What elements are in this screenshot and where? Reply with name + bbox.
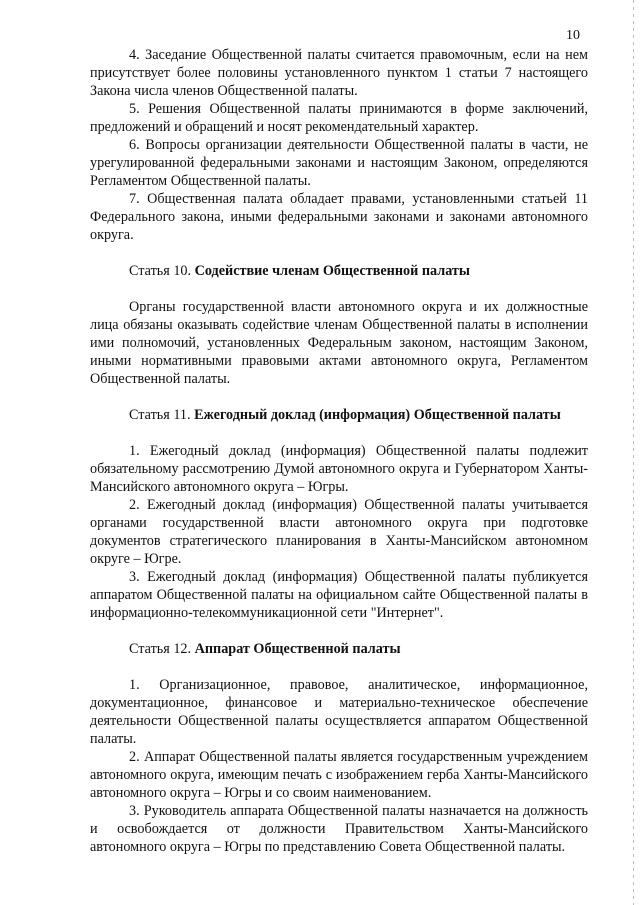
- article-10-heading: [90, 262, 588, 280]
- article-11-heading: [90, 406, 588, 424]
- paragraph-9-7: 7. Общественная палата обладает правами, установленными статьей 11 Федерального закона, иными федеральными законами и законами автономного округа.: [90, 191, 588, 243]
- paragraph-12-1: 1. Организационное, правовое, аналитическое, информационное, документационное, финансовое и материально-техническое обеспечение деятельности Общественной палаты осуществляется аппаратом Общественной палаты.: [90, 677, 588, 747]
- paragraph-11-3: 3. Ежегодный доклад (информация) Общественной палаты публикуется аппаратом Общественной палаты на официальном сайте Общественной палаты в информационно-телекоммуникационной сети "Интернет".: [90, 569, 588, 621]
- article-11-title: Ежегодный доклад (информация) Общественной палаты: [194, 407, 561, 423]
- paragraph-9-4: 4. Заседание Общественной палаты считается правомочным, если на нем присутствует более половины установленного пунктом 1 статьи 7 настоящего Закона числа членов Общественной палаты.: [90, 47, 588, 99]
- article-10-prefix: Статья 10.: [129, 263, 192, 279]
- article-11-prefix: Статья 11.: [129, 407, 191, 423]
- paragraph-9-6: 6. Вопросы организации деятельности Общественной палаты в части, не урегулированной федеральными законами и настоящим Законом, определяются Регламентом Общественной палаты.: [90, 137, 588, 189]
- paragraph-11-2: 2. Ежегодный доклад (информация) Общественной палаты учитывается органами государственной власти автономного округа при подготовке документов стратегического планирования в Ханты-Мансийском автономном округе – Югре.: [90, 497, 588, 567]
- paragraph-9-5: 5. Решения Общественной палаты принимаются в форме заключений, предложений и обращений и носят рекомендательный характер.: [90, 101, 588, 135]
- article-12-title: Аппарат Общественной палаты: [194, 641, 401, 657]
- page-number: 10: [566, 28, 580, 43]
- scan-edge-line: [633, 0, 634, 905]
- paragraph-11-1: 1. Ежегодный доклад (информация) Общественной палаты подлежит обязательному рассмотрению Думой автономного округа и Губернатором Ханты-Мансийского автономного округа – Югры.: [90, 443, 588, 495]
- article-10-title: Содействие членам Общественной палаты: [194, 263, 470, 279]
- document-body: [90, 46, 588, 856]
- article-12-heading: [90, 640, 588, 658]
- paragraph-12-2: 2. Аппарат Общественной палаты является государственным учреждением автономного округа, имеющим печать с изображением герба Ханты-Мансийского автономного округа – Югры и со своим наименованием.: [90, 749, 588, 801]
- paragraph-12-3: 3. Руководитель аппарата Общественной палаты назначается на должность и освобождается от должности Правительством Ханты-Мансийского автономного округа – Югры по представлению Совета Общественной палаты.: [90, 803, 588, 855]
- article-12-prefix: Статья 12.: [129, 641, 192, 657]
- paragraph-10-1: Органы государственной власти автономного округа и их должностные лица обязаны оказывать содействие членам Общественной палаты в исполнении ими полномочий, установленных Федеральным законом, настоящим Законом, иными нормативными правовыми актами автономного округа, Регламентом Общественной палаты.: [90, 299, 588, 387]
